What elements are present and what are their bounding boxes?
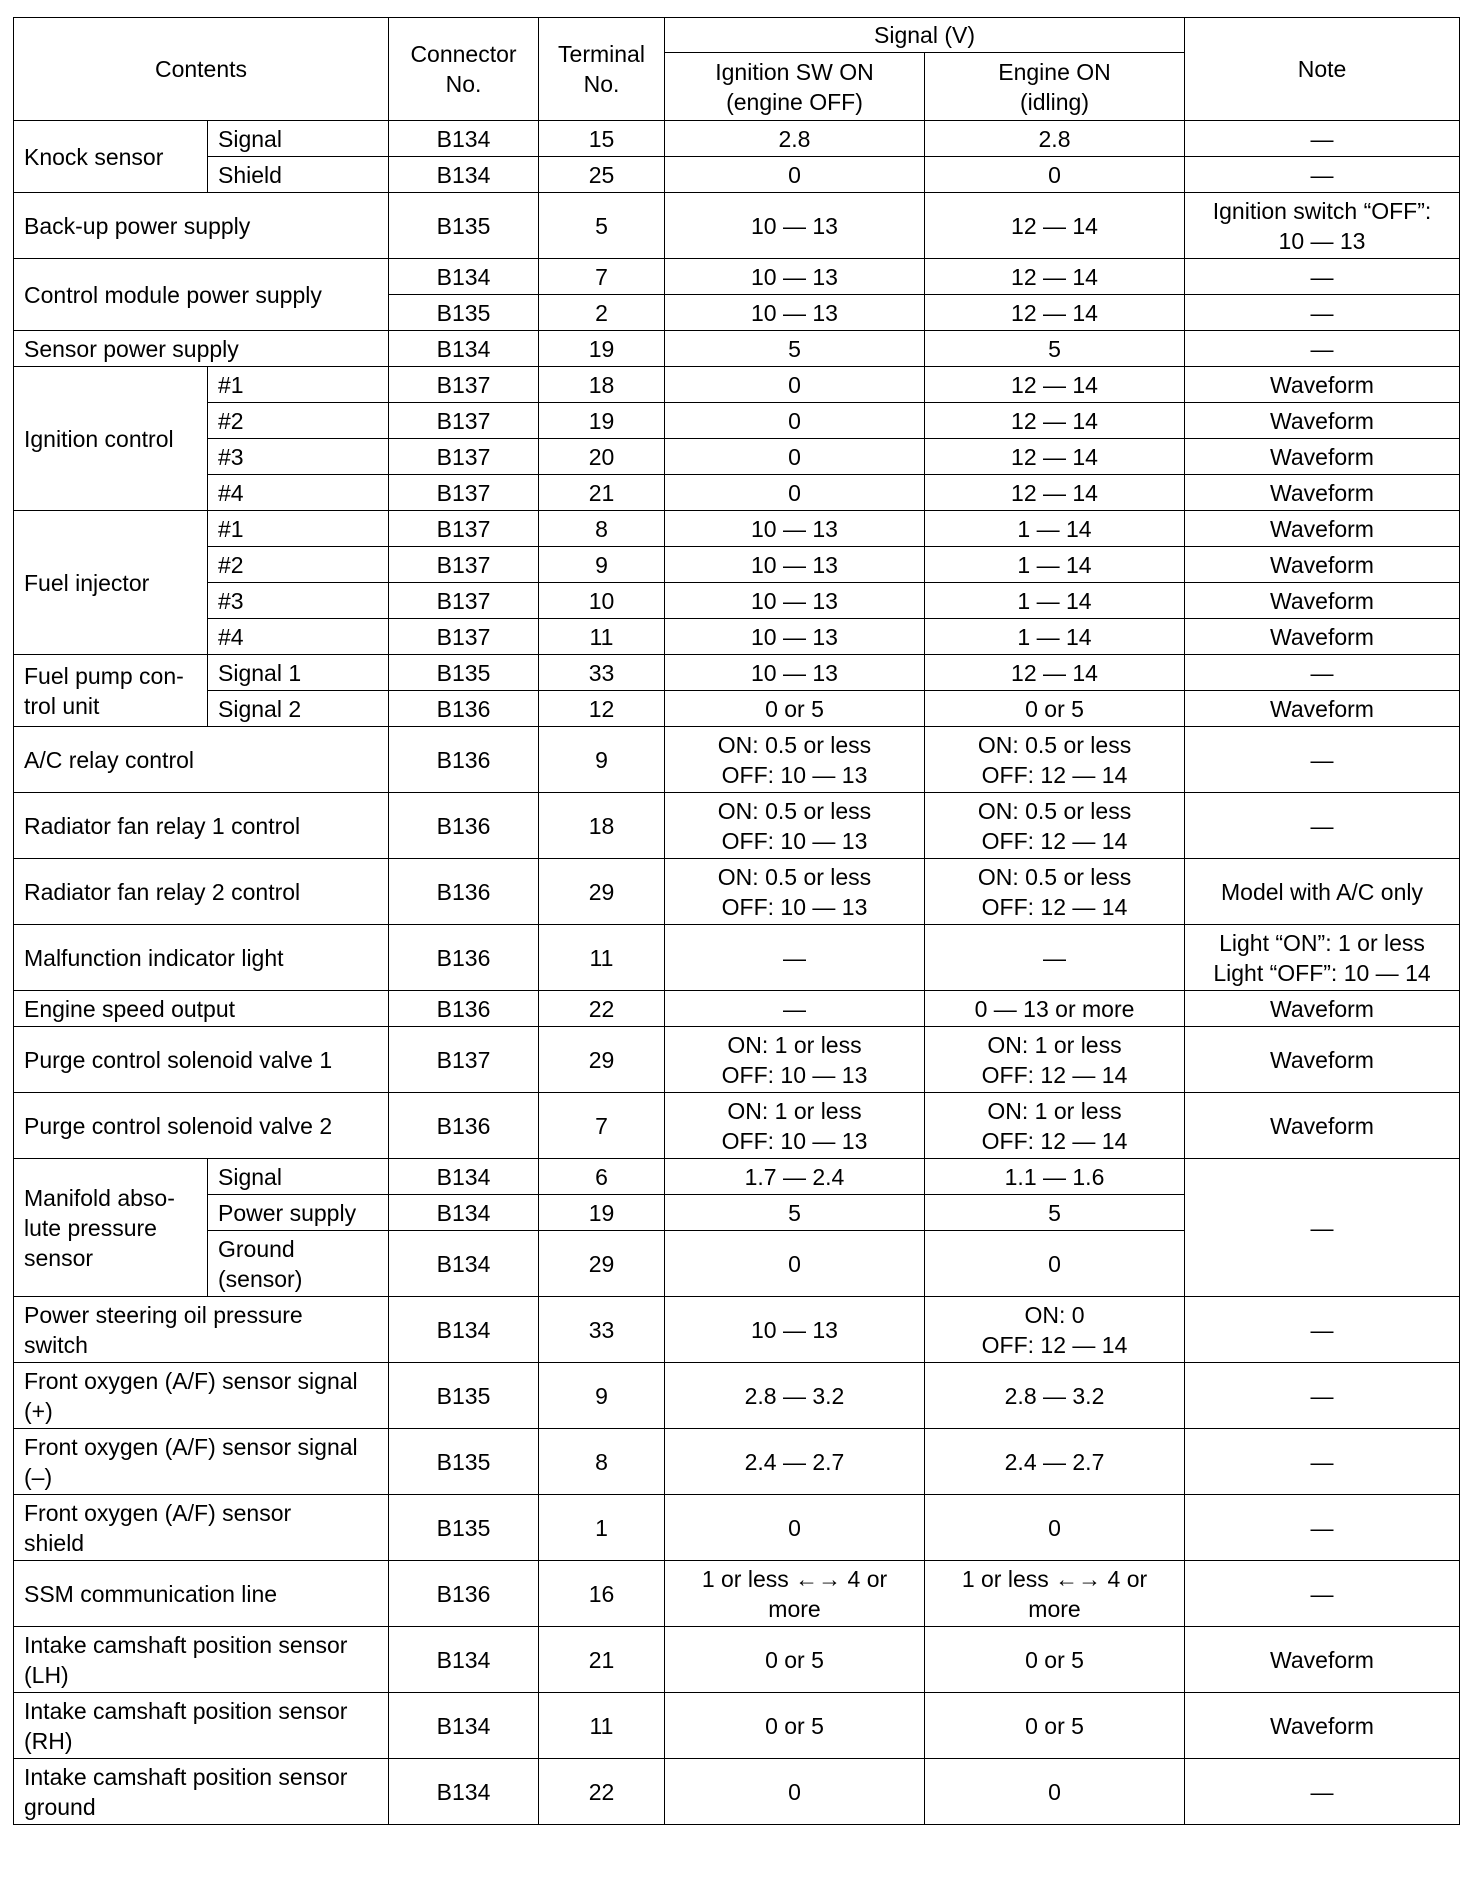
table-row	[14, 1093, 1460, 1159]
connector-cell: B137	[389, 367, 539, 403]
terminal-cell: 7	[539, 259, 665, 295]
connector-cell: B137	[389, 1027, 539, 1093]
contents-cell: A/C relay control	[14, 727, 389, 793]
table-row	[14, 1363, 1460, 1429]
table-row	[14, 727, 1460, 793]
terminal-cell: 19	[539, 331, 665, 367]
contents-cell: Purge control solenoid valve 2	[14, 1093, 389, 1159]
terminal-cell: 29	[539, 859, 665, 925]
ignition-on-cell: 0	[665, 1759, 925, 1825]
terminal-cell: 29	[539, 1027, 665, 1093]
connector-cell: B137	[389, 583, 539, 619]
terminal-cell: 29	[539, 1231, 665, 1297]
ignition-on-cell: 2.8 — 3.2	[665, 1363, 925, 1429]
engine-on-cell: ON: 0 OFF: 12 — 14	[925, 1297, 1185, 1363]
connector-cell: B135	[389, 655, 539, 691]
note-cell: Waveform	[1185, 367, 1460, 403]
contents-cell: Control module power supply	[14, 259, 389, 331]
table-row	[14, 1759, 1460, 1825]
contents-cell: Sensor power supply	[14, 331, 389, 367]
engine-on-cell: 12 — 14	[925, 475, 1185, 511]
ignition-on-cell: 5	[665, 331, 925, 367]
terminal-cell: 22	[539, 991, 665, 1027]
connector-cell: B136	[389, 727, 539, 793]
contents-cell: Fuel injector	[14, 511, 208, 655]
note-cell: —	[1185, 331, 1460, 367]
header-contents: Contents	[14, 18, 389, 121]
ignition-on-cell: —	[665, 991, 925, 1027]
sub-item-cell: #2	[208, 547, 389, 583]
note-cell: —	[1185, 727, 1460, 793]
engine-on-cell: ON: 0.5 or less OFF: 12 — 14	[925, 859, 1185, 925]
contents-cell: Purge control solenoid valve 1	[14, 1027, 389, 1093]
table-row	[14, 157, 1460, 193]
header-terminal: Terminal No.	[539, 18, 665, 121]
terminal-cell: 18	[539, 367, 665, 403]
table-row	[14, 925, 1460, 991]
terminal-cell: 19	[539, 403, 665, 439]
table-row	[14, 121, 1460, 157]
table-row	[14, 1429, 1460, 1495]
header-connector: Connector No.	[389, 18, 539, 121]
note-cell: Waveform	[1185, 1693, 1460, 1759]
engine-on-cell: 0 or 5	[925, 1627, 1185, 1693]
connector-cell: B134	[389, 157, 539, 193]
connector-cell: B134	[389, 331, 539, 367]
note-cell: —	[1185, 1561, 1460, 1627]
ignition-on-cell: 0	[665, 475, 925, 511]
sub-item-cell: Signal	[208, 121, 389, 157]
note-cell: —	[1185, 1297, 1460, 1363]
table-row	[14, 793, 1460, 859]
sub-item-cell: Signal 1	[208, 655, 389, 691]
table-row	[14, 331, 1460, 367]
note-cell: Waveform	[1185, 547, 1460, 583]
terminal-cell: 5	[539, 193, 665, 259]
connector-cell: B134	[389, 1159, 539, 1195]
contents-cell: SSM communication line	[14, 1561, 389, 1627]
connector-cell: B137	[389, 475, 539, 511]
table-row	[14, 655, 1460, 691]
terminal-cell: 11	[539, 925, 665, 991]
sub-item-cell: #1	[208, 511, 389, 547]
connector-cell: B137	[389, 511, 539, 547]
engine-on-cell: 1.1 — 1.6	[925, 1159, 1185, 1195]
signal-table	[13, 17, 1460, 1825]
ignition-on-cell: 0	[665, 157, 925, 193]
header-signal: Signal (V)	[665, 18, 1185, 53]
table-row	[14, 691, 1460, 727]
engine-on-cell: ON: 0.5 or less OFF: 12 — 14	[925, 727, 1185, 793]
terminal-cell: 12	[539, 691, 665, 727]
terminal-cell: 18	[539, 793, 665, 859]
connector-cell: B135	[389, 1429, 539, 1495]
ignition-on-cell: 10 — 13	[665, 583, 925, 619]
note-cell: Waveform	[1185, 691, 1460, 727]
table-row	[14, 1693, 1460, 1759]
ignition-on-cell: ON: 0.5 or less OFF: 10 — 13	[665, 859, 925, 925]
note-cell: Light “ON”: 1 or less Light “OFF”: 10 — 14	[1185, 925, 1460, 991]
terminal-cell: 33	[539, 1297, 665, 1363]
engine-on-cell: 12 — 14	[925, 367, 1185, 403]
engine-on-cell: 12 — 14	[925, 439, 1185, 475]
engine-on-cell: 0	[925, 1495, 1185, 1561]
terminal-cell: 8	[539, 1429, 665, 1495]
contents-cell: Radiator fan relay 1 control	[14, 793, 389, 859]
note-cell: —	[1185, 157, 1460, 193]
table-row	[14, 475, 1460, 511]
table-row	[14, 1627, 1460, 1693]
header-ignition-on: Ignition SW ON (engine OFF)	[665, 53, 925, 121]
engine-on-cell: —	[925, 925, 1185, 991]
ignition-on-cell: ON: 0.5 or less OFF: 10 — 13	[665, 727, 925, 793]
note-cell: —	[1185, 1759, 1460, 1825]
engine-on-cell: 0	[925, 1759, 1185, 1825]
terminal-cell: 21	[539, 1627, 665, 1693]
contents-cell: Front oxygen (A/F) sensor signal (–)	[14, 1429, 389, 1495]
table-row	[14, 859, 1460, 925]
ignition-on-cell: 5	[665, 1195, 925, 1231]
ignition-on-cell: 2.8	[665, 121, 925, 157]
ignition-on-cell: 10 — 13	[665, 655, 925, 691]
contents-cell: Engine speed output	[14, 991, 389, 1027]
note-cell: Ignition switch “OFF”: 10 — 13	[1185, 193, 1460, 259]
engine-on-cell: 0	[925, 1231, 1185, 1297]
connector-cell: B134	[389, 1693, 539, 1759]
ignition-on-cell: ON: 1 or less OFF: 10 — 13	[665, 1027, 925, 1093]
engine-on-cell: 1 — 14	[925, 583, 1185, 619]
ignition-on-cell: 10 — 13	[665, 619, 925, 655]
table-row	[14, 439, 1460, 475]
connector-cell: B134	[389, 1759, 539, 1825]
ignition-on-cell: 10 — 13	[665, 295, 925, 331]
note-cell: —	[1185, 121, 1460, 157]
terminal-cell: 21	[539, 475, 665, 511]
ignition-on-cell: 0 or 5	[665, 1693, 925, 1759]
table-row	[14, 1495, 1460, 1561]
terminal-cell: 2	[539, 295, 665, 331]
sub-item-cell: Ground (sensor)	[208, 1231, 389, 1297]
ignition-on-cell: 10 — 13	[665, 1297, 925, 1363]
sub-item-cell: Shield	[208, 157, 389, 193]
ignition-on-cell: 2.4 — 2.7	[665, 1429, 925, 1495]
terminal-cell: 10	[539, 583, 665, 619]
connector-cell: B134	[389, 1627, 539, 1693]
note-cell: Waveform	[1185, 619, 1460, 655]
table-row	[14, 991, 1460, 1027]
contents-cell: Knock sensor	[14, 121, 208, 193]
ignition-on-cell: ON: 0.5 or less OFF: 10 — 13	[665, 793, 925, 859]
connector-cell: B136	[389, 1561, 539, 1627]
ignition-on-cell: ON: 1 or less OFF: 10 — 13	[665, 1093, 925, 1159]
note-cell: —	[1185, 1429, 1460, 1495]
terminal-cell: 22	[539, 1759, 665, 1825]
note-cell: Waveform	[1185, 511, 1460, 547]
connector-cell: B136	[389, 991, 539, 1027]
ignition-on-cell: 0 or 5	[665, 1627, 925, 1693]
sub-item-cell: Power supply	[208, 1195, 389, 1231]
connector-cell: B135	[389, 295, 539, 331]
contents-cell: Fuel pump con- trol unit	[14, 655, 208, 727]
note-cell: —	[1185, 1495, 1460, 1561]
table-row	[14, 403, 1460, 439]
connector-cell: B134	[389, 1195, 539, 1231]
sub-item-cell: #3	[208, 439, 389, 475]
engine-on-cell: 2.4 — 2.7	[925, 1429, 1185, 1495]
engine-on-cell: 0 — 13 or more	[925, 991, 1185, 1027]
connector-cell: B135	[389, 193, 539, 259]
terminal-cell: 20	[539, 439, 665, 475]
contents-cell: Intake camshaft position sensor (RH)	[14, 1693, 389, 1759]
connector-cell: B135	[389, 1495, 539, 1561]
note-cell: Waveform	[1185, 439, 1460, 475]
note-cell: Waveform	[1185, 1027, 1460, 1093]
contents-cell: Back-up power supply	[14, 193, 389, 259]
connector-cell: B136	[389, 925, 539, 991]
sub-item-cell: #4	[208, 619, 389, 655]
engine-on-cell: 0	[925, 157, 1185, 193]
contents-cell: Power steering oil pressure switch	[14, 1297, 389, 1363]
connector-cell: B137	[389, 619, 539, 655]
ignition-on-cell: 0	[665, 367, 925, 403]
engine-on-cell: 2.8	[925, 121, 1185, 157]
terminal-cell: 11	[539, 619, 665, 655]
note-cell: —	[1185, 793, 1460, 859]
note-cell: Waveform	[1185, 1627, 1460, 1693]
terminal-cell: 6	[539, 1159, 665, 1195]
header-note: Note	[1185, 18, 1460, 121]
engine-on-cell: 12 — 14	[925, 403, 1185, 439]
engine-on-cell: 5	[925, 331, 1185, 367]
note-cell: Waveform	[1185, 1093, 1460, 1159]
connector-cell: B134	[389, 259, 539, 295]
connector-cell: B134	[389, 121, 539, 157]
sub-item-cell: Signal	[208, 1159, 389, 1195]
table-row	[14, 1027, 1460, 1093]
header-engine-on: Engine ON (idling)	[925, 53, 1185, 121]
engine-on-cell: 0 or 5	[925, 691, 1185, 727]
note-cell: Model with A/C only	[1185, 859, 1460, 925]
terminal-cell: 11	[539, 1693, 665, 1759]
connector-cell: B136	[389, 691, 539, 727]
terminal-cell: 19	[539, 1195, 665, 1231]
terminal-cell: 16	[539, 1561, 665, 1627]
contents-cell: Intake camshaft position sensor (LH)	[14, 1627, 389, 1693]
sub-item-cell: #3	[208, 583, 389, 619]
engine-on-cell: 5	[925, 1195, 1185, 1231]
sub-item-cell: Signal 2	[208, 691, 389, 727]
engine-on-cell: 1 — 14	[925, 547, 1185, 583]
connector-cell: B137	[389, 403, 539, 439]
ignition-on-cell: —	[665, 925, 925, 991]
table-row	[14, 1297, 1460, 1363]
table-row	[14, 583, 1460, 619]
contents-cell: Ignition control	[14, 367, 208, 511]
terminal-cell: 9	[539, 547, 665, 583]
connector-cell: B137	[389, 439, 539, 475]
table-row	[14, 511, 1460, 547]
ignition-on-cell: 10 — 13	[665, 547, 925, 583]
note-cell: Waveform	[1185, 475, 1460, 511]
table-row	[14, 367, 1460, 403]
sub-item-cell: #1	[208, 367, 389, 403]
ignition-on-cell: 1.7 — 2.4	[665, 1159, 925, 1195]
terminal-cell: 8	[539, 511, 665, 547]
contents-cell: Front oxygen (A/F) sensor signal (+)	[14, 1363, 389, 1429]
ignition-on-cell: 1 or less ←→ 4 or more	[665, 1561, 925, 1627]
ignition-on-cell: 0	[665, 1495, 925, 1561]
engine-on-cell: 12 — 14	[925, 655, 1185, 691]
engine-on-cell: 12 — 14	[925, 295, 1185, 331]
contents-cell: Manifold abso- lute pressure sensor	[14, 1159, 208, 1297]
note-cell: —	[1185, 295, 1460, 331]
engine-on-cell: ON: 1 or less OFF: 12 — 14	[925, 1027, 1185, 1093]
note-cell: Waveform	[1185, 403, 1460, 439]
sub-item-cell: #4	[208, 475, 389, 511]
ignition-on-cell: 0	[665, 1231, 925, 1297]
engine-on-cell: 12 — 14	[925, 259, 1185, 295]
ignition-on-cell: 10 — 13	[665, 193, 925, 259]
terminal-cell: 15	[539, 121, 665, 157]
note-cell: —	[1185, 1363, 1460, 1429]
note-cell: —	[1185, 1159, 1460, 1297]
connector-cell: B136	[389, 1093, 539, 1159]
engine-on-cell: 1 — 14	[925, 619, 1185, 655]
table-row	[14, 193, 1460, 259]
ignition-on-cell: 0	[665, 439, 925, 475]
engine-on-cell: 12 — 14	[925, 193, 1185, 259]
terminal-cell: 9	[539, 1363, 665, 1429]
terminal-cell: 7	[539, 1093, 665, 1159]
contents-cell: Intake camshaft position sensor ground	[14, 1759, 389, 1825]
connector-cell: B134	[389, 1231, 539, 1297]
ignition-on-cell: 10 — 13	[665, 511, 925, 547]
table-row	[14, 547, 1460, 583]
terminal-cell: 1	[539, 1495, 665, 1561]
engine-on-cell: 0 or 5	[925, 1693, 1185, 1759]
ignition-on-cell: 0	[665, 403, 925, 439]
table-row	[14, 619, 1460, 655]
note-cell: —	[1185, 259, 1460, 295]
ignition-on-cell: 0 or 5	[665, 691, 925, 727]
contents-cell: Malfunction indicator light	[14, 925, 389, 991]
connector-cell: B137	[389, 547, 539, 583]
engine-on-cell: ON: 0.5 or less OFF: 12 — 14	[925, 793, 1185, 859]
note-cell: Waveform	[1185, 991, 1460, 1027]
contents-cell: Radiator fan relay 2 control	[14, 859, 389, 925]
connector-cell: B134	[389, 1297, 539, 1363]
engine-on-cell: ON: 1 or less OFF: 12 — 14	[925, 1093, 1185, 1159]
terminal-cell: 25	[539, 157, 665, 193]
engine-on-cell: 1 — 14	[925, 511, 1185, 547]
table-row	[14, 1159, 1460, 1195]
sub-item-cell: #2	[208, 403, 389, 439]
note-cell: Waveform	[1185, 583, 1460, 619]
table-row	[14, 1561, 1460, 1627]
connector-cell: B136	[389, 793, 539, 859]
connector-cell: B136	[389, 859, 539, 925]
terminal-cell: 9	[539, 727, 665, 793]
connector-cell: B135	[389, 1363, 539, 1429]
ignition-on-cell: 10 — 13	[665, 259, 925, 295]
engine-on-cell: 2.8 — 3.2	[925, 1363, 1185, 1429]
terminal-cell: 33	[539, 655, 665, 691]
contents-cell: Front oxygen (A/F) sensor shield	[14, 1495, 389, 1561]
note-cell: —	[1185, 655, 1460, 691]
engine-on-cell: 1 or less ←→ 4 or more	[925, 1561, 1185, 1627]
table-row	[14, 259, 1460, 295]
